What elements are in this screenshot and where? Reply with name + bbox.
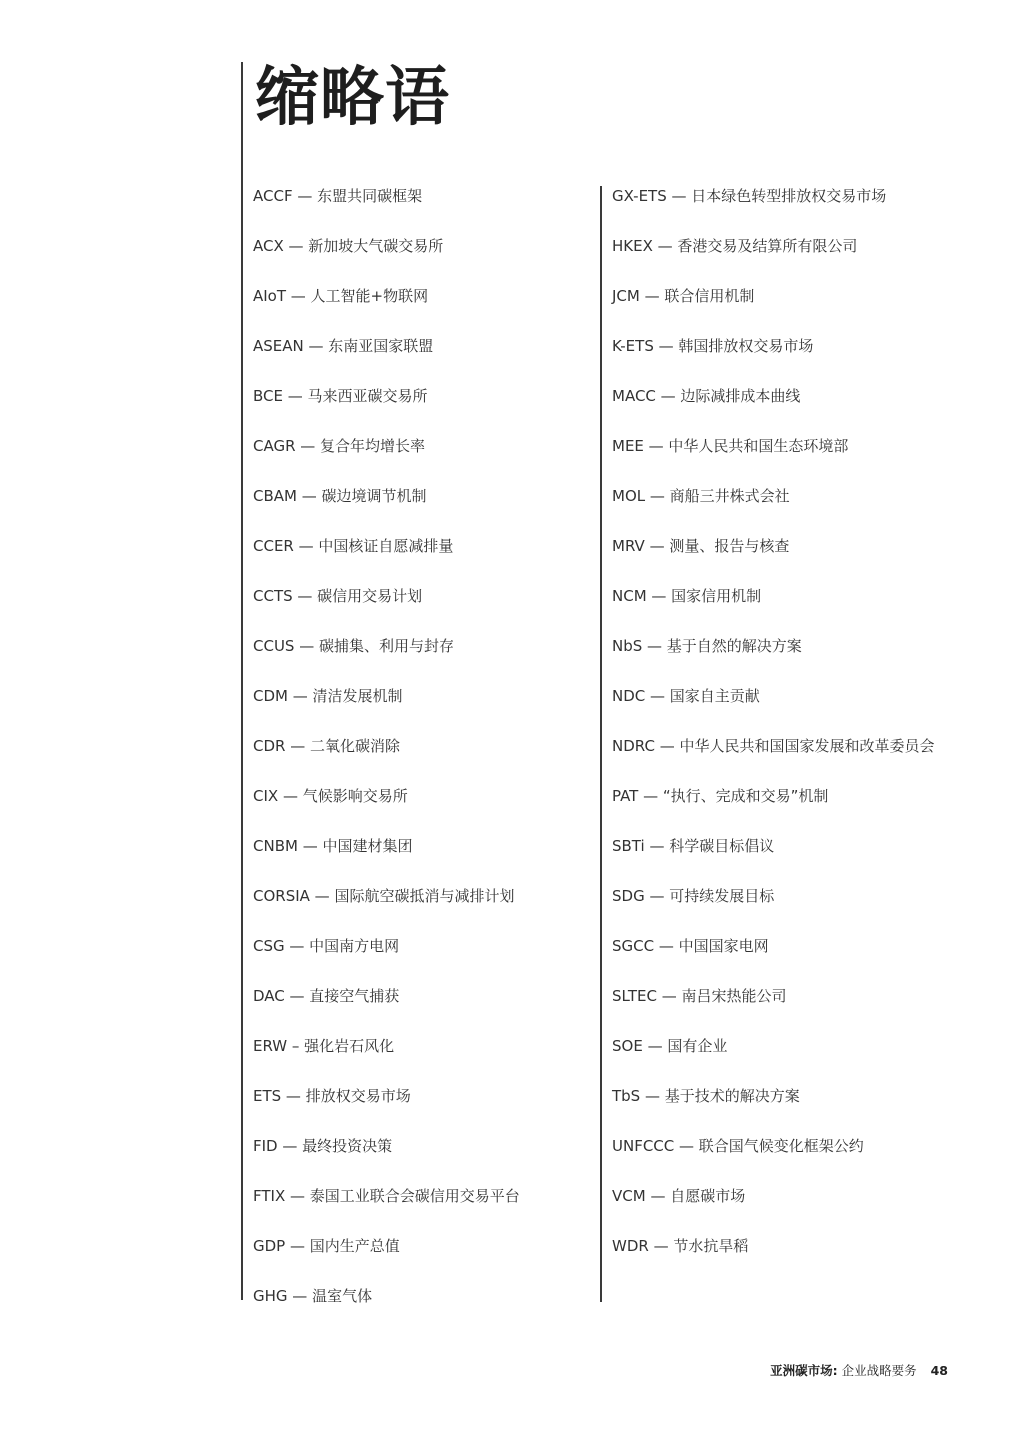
abbreviation-item: CBAM — 碳边境调节机制 bbox=[253, 487, 427, 505]
abbreviation-item: NbS — 基于自然的解决方案 bbox=[612, 637, 802, 655]
abbreviation-item: SLTEC — 南吕宋热能公司 bbox=[612, 987, 787, 1005]
abbreviation-item: CORSIA — 国际航空碳抵消与减排计划 bbox=[253, 887, 515, 905]
abbreviation-item: SOE — 国有企业 bbox=[612, 1037, 728, 1055]
abbreviation-item: FID — 最终投资决策 bbox=[253, 1137, 393, 1155]
abbreviation-item: GHG — 温室气体 bbox=[253, 1287, 373, 1305]
abbreviation-item: PAT — “执行、完成和交易”机制 bbox=[612, 787, 829, 805]
abbreviation-item: MACC — 边际减排成本曲线 bbox=[612, 387, 801, 405]
page-footer bbox=[770, 1361, 948, 1381]
abbreviation-item: MEE — 中华人民共和国生态环境部 bbox=[612, 437, 849, 455]
left-vertical-rule bbox=[241, 62, 243, 1300]
abbreviation-item: SDG — 可持续发展目标 bbox=[612, 887, 775, 905]
abbreviation-item: CAGR — 复合年均增长率 bbox=[253, 437, 426, 455]
abbreviation-list-left bbox=[253, 182, 593, 1332]
abbreviation-item: NCM — 国家信用机制 bbox=[612, 587, 762, 605]
footer-series-title: 亚洲碳市场: bbox=[770, 1363, 838, 1378]
page-number: 48 bbox=[930, 1363, 948, 1378]
abbreviation-item: JCM — 联合信用机制 bbox=[612, 287, 755, 305]
abbreviation-item: CNBM — 中国建材集团 bbox=[253, 837, 413, 855]
footer-subtitle: 企业战略要务 bbox=[837, 1363, 917, 1378]
abbreviation-item: VCM — 自愿碳市场 bbox=[612, 1187, 746, 1205]
abbreviation-item: CCUS — 碳捕集、利用与封存 bbox=[253, 637, 454, 655]
abbreviation-item: UNFCCC — 联合国气候变化框架公约 bbox=[612, 1137, 864, 1155]
abbreviation-item: CDM — 清洁发展机制 bbox=[253, 687, 403, 705]
abbreviation-item: CCER — 中国核证自愿减排量 bbox=[253, 537, 454, 555]
abbreviation-item: ERW – 强化岩石风化 bbox=[253, 1037, 395, 1055]
abbreviation-item: CDR — 二氧化碳消除 bbox=[253, 737, 400, 755]
abbreviation-item: WDR — 节水抗旱稻 bbox=[612, 1237, 749, 1255]
abbreviation-item: AIoT — 人工智能+物联网 bbox=[253, 287, 429, 305]
abbreviation-item: ASEAN — 东南亚国家联盟 bbox=[253, 337, 434, 355]
abbreviation-item: ACCF — 东盟共同碳框架 bbox=[253, 187, 423, 205]
abbreviation-item: CSG — 中国南方电网 bbox=[253, 937, 400, 955]
abbreviation-item: HKEX — 香港交易及结算所有限公司 bbox=[612, 237, 858, 255]
abbreviation-item: CCTS — 碳信用交易计划 bbox=[253, 587, 423, 605]
abbreviation-list-right bbox=[612, 182, 1002, 1282]
abbreviation-item: FTIX — 泰国工业联合会碳信用交易平台 bbox=[253, 1187, 520, 1205]
abbreviation-item: NDC — 国家自主贡献 bbox=[612, 687, 760, 705]
abbreviation-item: MOL — 商船三井株式会社 bbox=[612, 487, 790, 505]
abbreviation-item: GX-ETS — 日本绿色转型排放权交易市场 bbox=[612, 187, 887, 205]
abbreviation-item: NDRC — 中华人民共和国国家发展和改革委员会 bbox=[612, 737, 935, 755]
abbreviation-item: BCE — 马来西亚碳交易所 bbox=[253, 387, 428, 405]
abbreviation-item: SGCC — 中国国家电网 bbox=[612, 937, 769, 955]
abbreviation-item: GDP — 国内生产总值 bbox=[253, 1237, 400, 1255]
column-divider-rule bbox=[600, 186, 602, 1302]
abbreviation-item: ETS — 排放权交易市场 bbox=[253, 1087, 411, 1105]
abbreviation-item: SBTi — 科学碳目标倡议 bbox=[612, 837, 775, 855]
abbreviation-item: ACX — 新加坡大气碳交易所 bbox=[253, 237, 444, 255]
abbreviation-item: TbS — 基于技术的解决方案 bbox=[612, 1087, 800, 1105]
page-title: 缩略语 bbox=[255, 61, 450, 135]
abbreviation-item: DAC — 直接空气捕获 bbox=[253, 987, 400, 1005]
abbreviation-item: CIX — 气候影响交易所 bbox=[253, 787, 408, 805]
abbreviation-item: MRV — 测量、报告与核查 bbox=[612, 537, 790, 555]
abbreviation-item: K-ETS — 韩国排放权交易市场 bbox=[612, 337, 814, 355]
